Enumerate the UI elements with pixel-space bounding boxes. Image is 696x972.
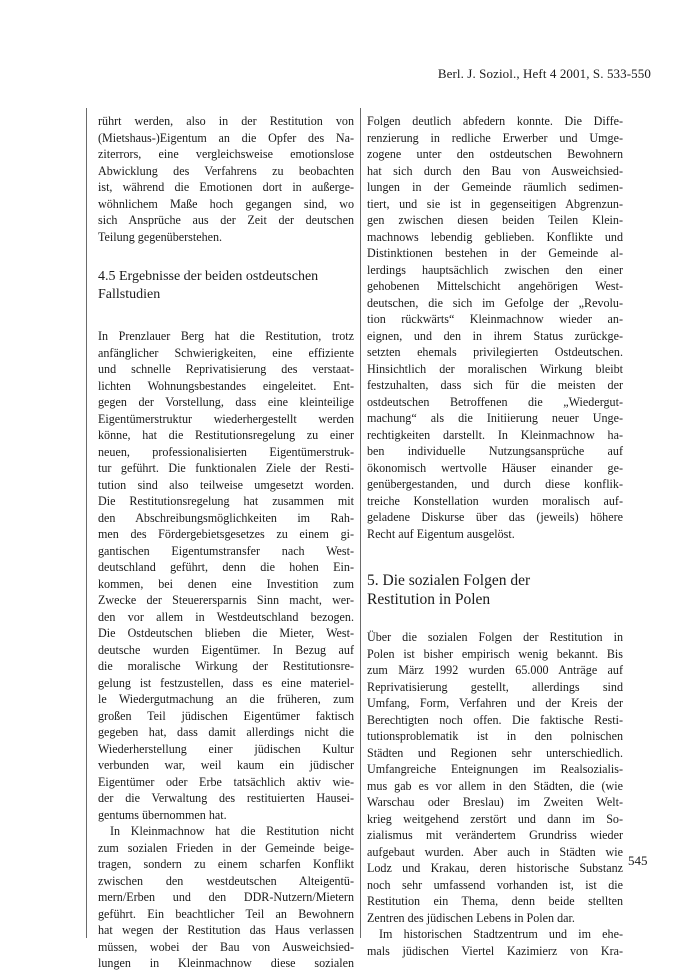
paragraph [98, 823, 354, 972]
paragraph [367, 629, 623, 926]
text-line: gehobenen Mittelschicht angehörigen West- [367, 279, 623, 293]
text-line: mals jüdischen Viertel Kazimierz von Kra- [367, 943, 623, 958]
text-line: le Wiedergutmachung an die früheren, zum [98, 692, 354, 706]
text-line: Teilung gegenüberstehen. [98, 229, 223, 244]
text-line: Polen ist bisher empirisch wenig bekannt. Bis [367, 646, 623, 661]
text-line: mern/Erben und den DDR-Nutzern/Mietern [98, 890, 354, 904]
text-line: Wiederherstellung einer jüdischen Kultur [98, 741, 354, 756]
text-line: treiche Konstellation wurden moralisch auf- [367, 493, 623, 508]
column-rule [360, 108, 361, 938]
text-line: Abwicklung des Verfahrens zu beobachten [98, 163, 354, 178]
text-line: der die Verwaltung des restituierten Hausei- [98, 791, 354, 805]
text-line: geladene Diskurse über das (jeweils) höhere [367, 510, 623, 524]
text-line: Die Ostdeutschen blieben die Mieter, West- [98, 626, 354, 640]
left-column [98, 113, 354, 972]
text-line: zum März 1992 wurden 65.000 Anträge auf [367, 663, 623, 677]
paragraph [367, 926, 623, 959]
heading-line: 5. Die sozialen Folgen der [367, 572, 531, 589]
text-line: lungen in Kleinmachnow diese sozialen [98, 956, 354, 970]
text-line: Reprivatisierung gestellt, allerdings sind [367, 679, 623, 694]
text-line: aufgebaut wurden. Aber auch in Städten wie [367, 844, 623, 859]
text-line: ziterrors, eine vergleichsweise emotionslose [98, 147, 354, 161]
text-line: deutschland geführt, denn die hohen Ein- [98, 560, 354, 574]
text-line: tutionsproblematik ist in den polnischen [367, 729, 623, 743]
text-line: Umfang, Form, Verfahren und der Kreis der [367, 696, 623, 710]
text-line: und schnelle Reprivatisierung des verstaat- [98, 362, 354, 376]
heading-line: 4.5 Ergebnisse der beiden ostdeutschen [98, 269, 319, 284]
text-line: kommen, bei denen eine Investition zum [98, 576, 354, 591]
text-line: lichten Wohnungsbestandes eingeleitet. Ent- [98, 378, 354, 393]
text-line: gantischen Eigentumstransfer nach West- [98, 543, 354, 558]
text-line: In Prenzlauer Berg hat die Restitution, trotz [98, 329, 354, 343]
text-line: zialismus mit verändertem Grundriss wieder [367, 828, 623, 842]
text-line: mus gab es vor allem in den Städten, die (wie [367, 778, 623, 793]
text-line: ist, während die Emotionen dort in außerge- [98, 180, 354, 194]
text-line: tion rückwärts“ Kleinmachnow wieder an- [367, 312, 623, 326]
text-line: In Kleinmachnow hat die Restitution nicht [110, 824, 354, 838]
text-line: lungen in der Gemeinde räumlich sedimen- [367, 180, 623, 194]
text-line: lerdings hauptsächlich zwischen den einer [367, 262, 623, 277]
text-line: genübergestanden, und durch diese konflik- [367, 477, 623, 491]
text-line: Hinsichtlich der moralischen Wirkung bleibt [367, 361, 623, 376]
text-line: Die Restitutionsregelung hat zusammen mit [98, 494, 354, 508]
text-line: deutsche wurden Eigentümer. In Bezug auf [98, 642, 354, 657]
text-line: sich Ansprüche aus der Zeit der deutschen [98, 213, 354, 227]
margin-rule-left [86, 108, 87, 938]
text-line: ben individuelle Nutzungsansprüche auf [367, 444, 623, 458]
text-line: die moralische Wirkung der Restitutionsre- [98, 659, 354, 673]
text-line: Eigentümerstruktur wiederhergestellt werden [98, 411, 354, 426]
text-line: (Mietshaus-)Eigentum an die Opfer des Na- [98, 130, 354, 145]
text-line: Umfangreiche Enteignungen im Realsozialis- [367, 762, 623, 776]
heading-line: Fallstudien [98, 287, 161, 302]
text-line: Restitution ein Thema, denn beide stellten [367, 894, 623, 908]
text-line: Über die sozialen Folgen der Restitution in [367, 630, 623, 644]
text-line: Städten und Regionen sehr unterschiedlich. [367, 745, 623, 760]
text-line: neuen, professionalisierten Eigentümerstruk- [98, 444, 354, 459]
text-line: hat wegen der Restitution das Haus verlassen [98, 923, 354, 937]
text-line: zwischen den westdeutschen Alteigentü- [98, 873, 354, 888]
text-line: verbunden war, weil kaum ein jüdischer [98, 758, 354, 772]
paragraph [98, 113, 354, 245]
text-line: renzierung in redliche Erwerber und Umge- [367, 130, 623, 145]
text-line: gen zwischen diesen beiden Teilen Klein- [367, 213, 623, 227]
text-line: gegen der Vorstellung, dass eine kleinteilige [98, 395, 354, 409]
text-line: könne, hat die Restitutionsregelung zu einer [98, 428, 354, 442]
text-line: men des Fördergebietsgesetzes zu einem gi- [98, 527, 354, 541]
text-line: rechtigkeiten darstellt. In Kleinmachnow ha- [367, 427, 623, 442]
right-column [367, 113, 623, 959]
text-line: Distinktionen bestehen in der Gemeinde al- [367, 246, 623, 260]
text-line: Folgen deutlich abfedern konnte. Die Diffe- [367, 114, 623, 128]
text-line: Zwecke der Steuerersparnis Sinn macht, wer- [98, 593, 354, 607]
text-line: den vor allem in Westdeutschland bezogen. [98, 609, 354, 624]
text-line: Eigentümer oder Erbe tatsächlich aktiv wie- [98, 774, 354, 789]
text-line: festzuhalten, dass sich für die meisten der [367, 378, 623, 392]
text-line: eignen, und den in ihrem Status zurückge- [367, 328, 623, 343]
text-line: tiert, und sie ist in gegenseitigen Abgrenzun- [367, 196, 623, 211]
text-line: zogene unter den ostdeutschen Bewohnern [367, 147, 623, 161]
text-line: krieg weitgehend zerstört und dann im So- [367, 811, 623, 826]
text-line: ökonomisch wertvolle Häuser einander ge- [367, 460, 623, 475]
paragraph [367, 113, 623, 542]
text-line: Berechtigten noch offen. Die faktische Resti- [367, 712, 623, 727]
text-line: Recht auf Eigentum ausgelöst. [367, 526, 515, 541]
text-line: rührt werden, also in der Restitution von [98, 114, 354, 128]
text-line: ostdeutschen Betroffenen die „Wiedergut- [367, 394, 623, 409]
text-line: großen Teil jüdischen Eigentümer faktisch [98, 708, 354, 723]
text-line: tution sind also teilweise umgesetzt worden. [98, 477, 354, 492]
text-line: tur geführt. Die funktionalen Ziele der Resti- [98, 461, 354, 475]
text-line: gentums übernommen hat. [98, 807, 227, 822]
text-line: müssen, wobei der Bau von Ausweichsied- [98, 939, 354, 954]
running-header: Berl. J. Soziol., Heft 4 2001, S. 533-550 [437, 66, 651, 81]
text-line: machnows lebendig geblieben. Konflikte und [367, 229, 623, 244]
text-line: gelung ist festzustellen, dass es eine materiel- [98, 675, 354, 690]
text-line: Im historischen Stadtzentrum und im ehe- [379, 927, 623, 941]
text-line: Lodz und Krakau, deren historische Substanz [367, 861, 623, 875]
heading-line: Restitution in Polen [367, 591, 491, 608]
text-line: anfänglicher Schwierigkeiten, eine effiziente [98, 345, 354, 360]
text-line: hat sich durch den Bau von Ausweichsied- [367, 163, 623, 178]
section-heading [367, 571, 623, 609]
text-line: Zentren des jüdischen Lebens in Polen dar. [367, 910, 575, 925]
text-line: Warschau oder Breslau) im Zweiten Welt- [367, 795, 623, 809]
text-line: machung“ als die Initiierung neuer Unge- [367, 411, 623, 425]
text-line: geführt. Ein beachtlicher Teil an Bewohnern [98, 906, 354, 921]
text-line: gegeben hat, dass damit allerdings nicht die [98, 725, 354, 739]
text-line: tragen, sondern zu einem scharfen Konflikt [98, 857, 354, 871]
text-line: wöhnlichem Maße hoch gegangen sind, wo [98, 196, 354, 211]
text-line: den Abschreibungsmöglichkeiten im Rah- [98, 510, 354, 525]
text-line: noch sehr umfassend vorhanden ist, ist die [367, 877, 623, 892]
text-line: deutschen, die sich im Gefolge der „Revolu- [367, 295, 623, 310]
page-number: 545 [628, 853, 648, 868]
text-line: setzten ehemals privilegierten Ostdeutschen. [367, 345, 623, 359]
paragraph [98, 328, 354, 823]
section-heading [98, 268, 354, 304]
text-line: zum sozialen Frieden in der Gemeinde beige- [98, 840, 354, 855]
